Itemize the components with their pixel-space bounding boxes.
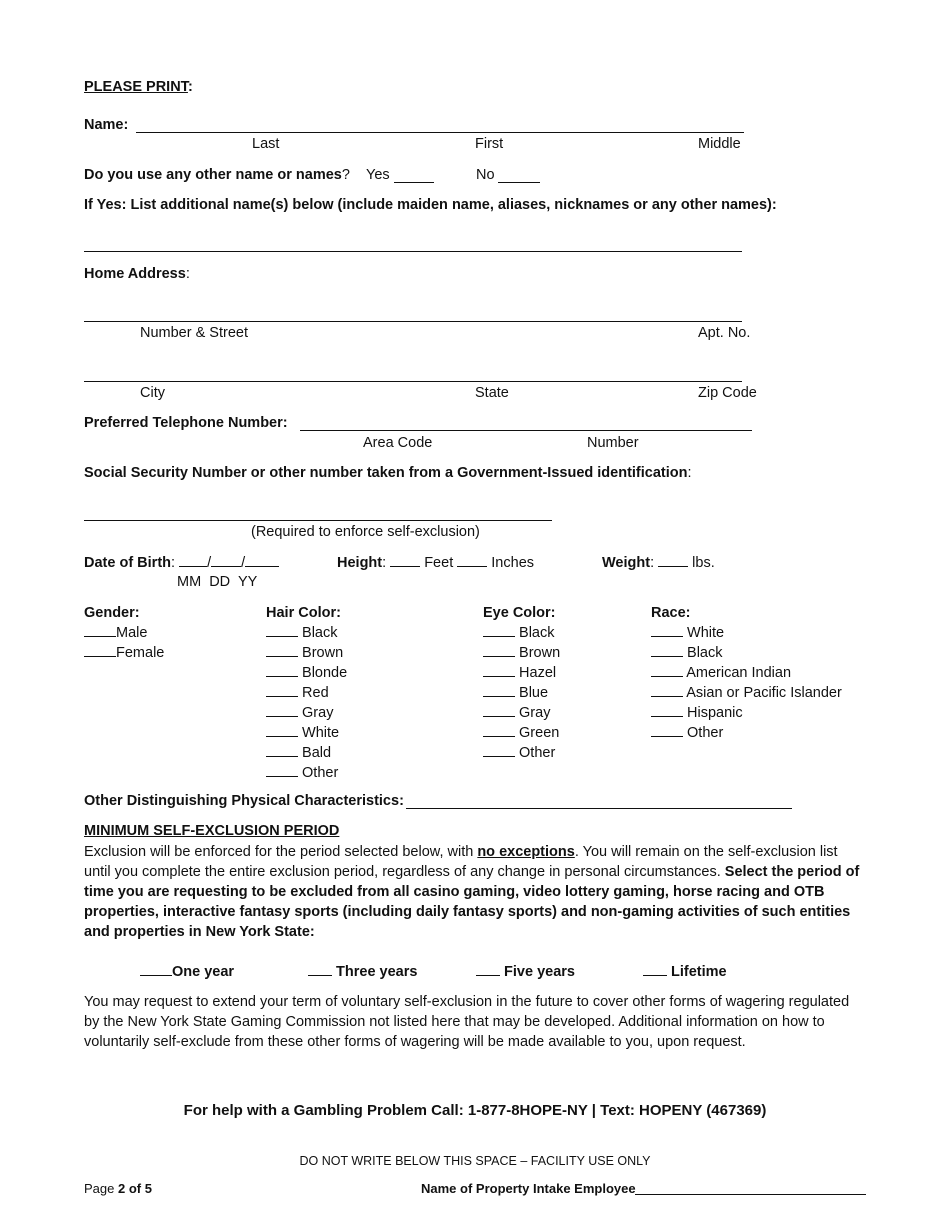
checkbox-blank[interactable]: [483, 684, 515, 697]
checkbox-blank[interactable]: [643, 963, 667, 976]
checkbox-blank[interactable]: [84, 644, 116, 657]
hair-option-bald[interactable]: Bald: [266, 743, 347, 763]
hair-option-red[interactable]: Red: [266, 683, 347, 703]
period-option-lifetime[interactable]: Lifetime: [643, 963, 727, 980]
hair-option-white[interactable]: White: [266, 723, 347, 743]
extend-paragraph: You may request to extend your term of voluntary self-exclusion in the future to cover other forms of wagering regulated by the New York State Gaming Commission not listed here that may be developed. Additional information on how to voluntarily self-exclude from these other forms of wagering will be made available to you, upon request.: [84, 994, 850, 1050]
period-option-one-year[interactable]: One year: [140, 963, 234, 980]
please-print-heading: PLEASE PRINT:: [84, 79, 193, 95]
eye-option-blue[interactable]: Blue: [483, 683, 560, 703]
weight-row: Weight: lbs.: [602, 555, 715, 571]
other-names-no-blank[interactable]: [498, 182, 540, 183]
other-characteristics-label: Other Distinguishing Physical Characteristics:: [84, 793, 404, 809]
hair-color-group: [266, 603, 347, 783]
checkbox-blank[interactable]: [483, 724, 515, 737]
checkbox-blank[interactable]: [651, 684, 683, 697]
other-names-yes-label: Yes: [366, 167, 390, 183]
race-option-black[interactable]: Black: [651, 643, 842, 663]
period-option-five-years[interactable]: Five years: [476, 963, 575, 980]
gender-option-female[interactable]: Female: [84, 643, 164, 663]
first-name-caption: First: [475, 136, 504, 152]
checkbox-blank[interactable]: [266, 664, 298, 677]
hair-option-blonde[interactable]: Blonde: [266, 663, 347, 683]
facility-use-notice: DO NOT WRITE BELOW THIS SPACE – FACILITY USE ONLY: [299, 1154, 651, 1168]
checkbox-blank[interactable]: [651, 704, 683, 717]
help-line: For help with a Gambling Problem Call: 1-877-8HOPE-NY | Text: HOPENY (467369): [183, 1102, 767, 1119]
other-names-yes-blank[interactable]: [394, 182, 434, 183]
eye-color-label: Eye Color:: [483, 605, 556, 621]
checkbox-blank[interactable]: [84, 624, 116, 637]
home-address-label: Home Address:: [84, 266, 190, 282]
additional-names-field[interactable]: [84, 251, 742, 252]
race-option-american-indian[interactable]: American Indian: [651, 663, 842, 683]
other-names-question: Do you use any other name or names?: [84, 167, 350, 183]
gender-label: Gender:: [84, 605, 140, 621]
apt-caption: Apt. No.: [698, 325, 751, 341]
race-option-other[interactable]: Other: [651, 723, 842, 743]
checkbox-blank[interactable]: [483, 644, 515, 657]
street-field[interactable]: [84, 321, 742, 322]
race-label: Race:: [651, 605, 691, 621]
inches-label: Inches: [491, 555, 535, 571]
eye-option-hazel[interactable]: Hazel: [483, 663, 560, 683]
checkbox-blank[interactable]: [266, 624, 298, 637]
street-caption: Number & Street: [140, 325, 248, 341]
checkbox-blank[interactable]: [651, 724, 683, 737]
if-yes-instruction: If Yes: List additional name(s) below (include maiden name, aliases, nicknames or any other names):: [84, 197, 777, 213]
min-period-bold-text: Select the period of time you are requesting to be excluded from all casino gaming, video lottery gaming, horse racing and OTB properties, interactive fantasy sports (including daily fantasy sports) and non-gaming activities of such entities and properties in New York State:: [84, 864, 860, 940]
min-period-title: MINIMUM SELF-EXCLUSION PERIOD: [84, 823, 340, 839]
race-option-hispanic[interactable]: Hispanic: [651, 703, 842, 723]
ssn-note: (Required to enforce self-exclusion): [251, 524, 480, 540]
middle-name-caption: Middle: [698, 136, 741, 152]
ssn-label: Social Security Number or other number taken from a Government-Issued identification:: [84, 465, 692, 481]
checkbox-blank[interactable]: [266, 744, 298, 757]
min-period-paragraph: Exclusion will be enforced for the period selected below, with no exceptions. You will remain on the self-exclusion list until you complete the entire exclusion period, regardless of any change in personal circumstances. Select the period of time you are requesting to be excluded from all casino gaming, video lottery gaming, horse racing and OTB properties, interactive fantasy sports (including daily fantasy sports) and non-gaming activities of such entities and properties in New York State:: [84, 844, 860, 940]
hair-option-brown[interactable]: Brown: [266, 643, 347, 663]
checkbox-blank[interactable]: [651, 624, 683, 637]
intake-employee-label: Name of Property Intake Employee: [421, 1181, 636, 1196]
race-option-asian-pacific[interactable]: Asian or Pacific Islander: [651, 683, 842, 703]
no-exceptions-text: no exceptions: [477, 844, 575, 860]
area-code-caption: Area Code: [363, 435, 433, 451]
telephone-label: Preferred Telephone Number:: [84, 415, 288, 431]
checkbox-blank[interactable]: [483, 704, 515, 717]
hair-option-other[interactable]: Other: [266, 763, 347, 783]
state-caption: State: [475, 385, 509, 401]
race-option-white[interactable]: White: [651, 623, 842, 643]
number-caption: Number: [587, 435, 639, 451]
checkbox-blank[interactable]: [266, 764, 298, 777]
hair-color-label: Hair Color:: [266, 605, 341, 621]
page-number: Page 2 of 5: [84, 1181, 152, 1196]
feet-label: Feet: [424, 555, 454, 571]
checkbox-blank[interactable]: [483, 744, 515, 757]
dob-year-blank[interactable]: [245, 554, 279, 567]
period-option-three-years[interactable]: Three years: [308, 963, 417, 980]
dob-month-blank[interactable]: [179, 554, 207, 567]
gender-group: [84, 603, 164, 663]
zip-caption: Zip Code: [698, 385, 757, 401]
city-caption: City: [140, 385, 165, 401]
lbs-label: lbs.: [692, 555, 715, 571]
height-inches-blank[interactable]: [457, 554, 487, 567]
eye-option-other[interactable]: Other: [483, 743, 560, 763]
gender-option-male[interactable]: Male: [84, 623, 164, 643]
name-label: Name:: [84, 117, 129, 133]
checkbox-blank[interactable]: [266, 684, 298, 697]
name-field[interactable]: [136, 132, 744, 133]
checkbox-blank[interactable]: [266, 644, 298, 657]
intake-employee-field[interactable]: [635, 1194, 866, 1195]
checkbox-blank[interactable]: [483, 624, 515, 637]
dob-label: Date of Birth: [84, 555, 171, 571]
height-row: Height: Feet Inches: [337, 555, 535, 571]
eye-color-group: [483, 603, 560, 763]
checkbox-blank[interactable]: [483, 664, 515, 677]
hair-option-gray[interactable]: Gray: [266, 703, 347, 723]
other-characteristics-field[interactable]: [406, 808, 792, 809]
dob-day-blank[interactable]: [211, 554, 241, 567]
weight-blank[interactable]: [658, 554, 688, 567]
telephone-field[interactable]: [300, 430, 752, 431]
city-state-zip-field[interactable]: [84, 381, 742, 382]
checkbox-blank[interactable]: [140, 963, 172, 976]
checkbox-blank[interactable]: [476, 963, 500, 976]
checkbox-blank[interactable]: [266, 724, 298, 737]
eye-option-brown[interactable]: Brown: [483, 643, 560, 663]
hair-option-black[interactable]: Black: [266, 623, 347, 643]
other-names-no-label: No: [476, 167, 495, 183]
eye-option-black[interactable]: Black: [483, 623, 560, 643]
eye-option-gray[interactable]: Gray: [483, 703, 560, 723]
dob-row: Date of Birth: / /: [84, 554, 279, 571]
eye-option-green[interactable]: Green: [483, 723, 560, 743]
checkbox-blank[interactable]: [308, 963, 332, 976]
checkbox-blank[interactable]: [651, 664, 683, 677]
checkbox-blank[interactable]: [266, 704, 298, 717]
race-group: [651, 603, 842, 743]
dob-format: MM DD YY: [177, 574, 258, 590]
last-name-caption: Last: [252, 136, 280, 152]
height-feet-blank[interactable]: [390, 554, 420, 567]
checkbox-blank[interactable]: [651, 644, 683, 657]
ssn-field[interactable]: [84, 520, 552, 521]
